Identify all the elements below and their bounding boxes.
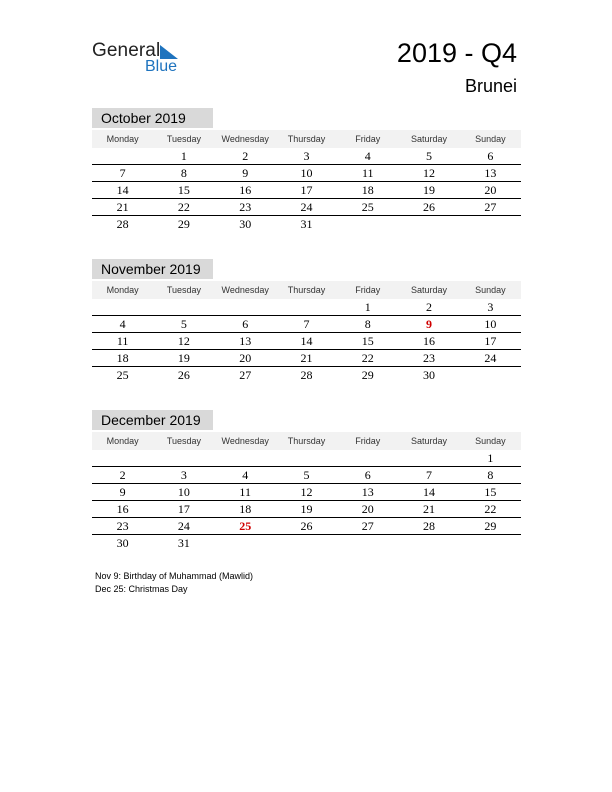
weekday-label: Friday xyxy=(355,285,381,295)
weekday-label: Sunday xyxy=(475,436,506,446)
day-cell: 7 xyxy=(119,166,126,180)
weekday-label: Monday xyxy=(106,436,139,446)
month-title: December 2019 xyxy=(92,410,213,430)
day-cell: 1 xyxy=(487,451,494,465)
day-cell: 17 xyxy=(300,183,313,197)
day-cell: 8 xyxy=(364,317,371,331)
day-cell: 20 xyxy=(361,502,374,516)
day-cell: 30 xyxy=(116,536,129,550)
day-cell: 6 xyxy=(242,317,249,331)
weekday-label: Sunday xyxy=(475,285,506,295)
day-cell xyxy=(215,450,276,466)
holiday-note: Dec 25: Christmas Day xyxy=(95,584,188,594)
day-cell: 7 xyxy=(426,468,433,482)
day-cell xyxy=(153,299,214,315)
week-row xyxy=(92,316,521,333)
day-cell: 27 xyxy=(361,519,374,533)
day-cell: 12 xyxy=(423,166,436,180)
weekday-label: Thursday xyxy=(287,285,326,295)
day-cell: 4 xyxy=(119,317,126,331)
month-december xyxy=(92,410,521,552)
day-cell: 30 xyxy=(239,217,252,231)
day-cell: 2 xyxy=(242,149,249,163)
day-cell: 10 xyxy=(484,317,497,331)
country-name: Brunei xyxy=(464,76,517,96)
day-cell: 12 xyxy=(177,334,190,348)
day-cell xyxy=(337,216,398,233)
day-cell: 11 xyxy=(116,334,129,348)
day-cell: 21 xyxy=(300,351,313,365)
holiday-notes xyxy=(95,570,253,596)
day-cell: 14 xyxy=(423,485,436,499)
day-cell xyxy=(276,535,337,552)
day-cell: 21 xyxy=(116,200,129,214)
weekday-label: Saturday xyxy=(411,285,448,295)
day-cell: 16 xyxy=(239,183,252,197)
weekday-label: Thursday xyxy=(287,436,326,446)
month-october xyxy=(92,108,521,233)
day-cell: 10 xyxy=(300,166,313,180)
weekday-label: Wednesday xyxy=(221,285,269,295)
week-row xyxy=(92,450,521,467)
weekday-header-row xyxy=(92,281,521,299)
day-cell: 10 xyxy=(177,485,190,499)
day-cell: 15 xyxy=(177,183,190,197)
day-cell: 5 xyxy=(303,468,310,482)
day-cell: 4 xyxy=(364,149,371,163)
day-cell: 24 xyxy=(484,351,497,365)
day-cell: 14 xyxy=(116,183,129,197)
day-cell: 26 xyxy=(300,519,313,533)
day-cell: 1 xyxy=(180,149,187,163)
day-cell: 12 xyxy=(300,485,313,499)
day-cell xyxy=(460,216,521,233)
week-row xyxy=(92,501,521,518)
weekday-label: Sunday xyxy=(475,134,506,144)
weekday-label: Saturday xyxy=(411,436,448,446)
day-cell: 28 xyxy=(300,368,313,382)
week-row xyxy=(92,333,521,350)
day-cell xyxy=(92,450,153,466)
day-cell xyxy=(92,299,153,315)
day-cell: 28 xyxy=(423,519,436,533)
week-row xyxy=(92,484,521,501)
day-cell: 9 xyxy=(242,166,249,180)
weekday-label: Friday xyxy=(355,436,381,446)
week-row xyxy=(92,199,521,216)
day-cell: 8 xyxy=(180,166,187,180)
day-cell: 30 xyxy=(423,368,436,382)
day-cell: 15 xyxy=(361,334,374,348)
day-cell: 24 xyxy=(177,519,190,533)
week-row xyxy=(92,148,521,165)
day-cell: 18 xyxy=(361,183,374,197)
day-cell: 26 xyxy=(423,200,436,214)
day-cell: 2 xyxy=(119,468,126,482)
day-cell: 27 xyxy=(239,368,252,382)
day-cell: 19 xyxy=(177,351,190,365)
day-cell xyxy=(215,535,276,552)
weekday-label: Monday xyxy=(106,134,139,144)
day-cell: 17 xyxy=(484,334,497,348)
week-row xyxy=(92,350,521,367)
weekday-label: Wednesday xyxy=(221,436,269,446)
day-cell: 20 xyxy=(239,351,252,365)
day-cell xyxy=(153,450,214,466)
weekday-header-row xyxy=(92,130,521,148)
day-cell: 2 xyxy=(426,300,433,314)
day-cell: 13 xyxy=(239,334,252,348)
week-row xyxy=(92,535,521,552)
day-cell: 28 xyxy=(116,217,129,231)
logo-triangle-icon xyxy=(160,45,178,59)
day-cell xyxy=(276,299,337,315)
day-cell: 18 xyxy=(116,351,129,365)
day-cell: 15 xyxy=(484,485,497,499)
day-cell: 6 xyxy=(364,468,371,482)
week-row xyxy=(92,299,521,316)
day-cell xyxy=(398,535,459,552)
generalblue-logo xyxy=(92,40,192,80)
day-cell xyxy=(337,450,398,466)
weekday-label: Saturday xyxy=(411,134,448,144)
week-row xyxy=(92,165,521,182)
day-cell xyxy=(460,535,521,552)
day-cell: 3 xyxy=(487,300,494,314)
day-cell: 18 xyxy=(239,502,252,516)
week-row xyxy=(92,467,521,484)
week-row xyxy=(92,182,521,199)
day-cell xyxy=(460,367,521,384)
month-november xyxy=(92,259,521,384)
holiday-day-cell: 9 xyxy=(426,317,433,331)
day-cell xyxy=(92,148,153,164)
day-cell: 7 xyxy=(303,317,310,331)
weekday-label: Tuesday xyxy=(166,436,202,446)
day-cell: 19 xyxy=(300,502,313,516)
logo-text-general: General xyxy=(92,40,161,61)
day-cell: 25 xyxy=(116,368,129,382)
holiday-day-cell: 25 xyxy=(239,519,252,533)
holiday-note: Nov 9: Birthday of Muhammad (Mawlid) xyxy=(95,571,254,581)
day-cell: 6 xyxy=(487,149,494,163)
day-cell: 29 xyxy=(484,519,497,533)
day-cell: 8 xyxy=(487,468,494,482)
day-cell: 26 xyxy=(177,368,190,382)
month-title: November 2019 xyxy=(92,259,213,279)
day-cell: 3 xyxy=(180,468,187,482)
day-cell: 1 xyxy=(364,300,371,314)
day-cell: 4 xyxy=(242,468,249,482)
weekday-label: Tuesday xyxy=(166,285,202,295)
day-cell xyxy=(398,450,459,466)
day-cell xyxy=(337,535,398,552)
day-cell xyxy=(276,450,337,466)
day-cell: 5 xyxy=(180,317,187,331)
weekday-header-row xyxy=(92,432,521,450)
day-cell: 3 xyxy=(303,149,310,163)
logo-text-blue: Blue xyxy=(145,58,178,75)
day-cell: 5 xyxy=(426,149,433,163)
day-cell: 21 xyxy=(423,502,436,516)
weekday-label: Friday xyxy=(355,134,381,144)
day-cell: 19 xyxy=(423,183,436,197)
day-cell: 27 xyxy=(484,200,497,214)
weekday-label: Tuesday xyxy=(166,134,202,144)
day-cell xyxy=(215,299,276,315)
day-cell: 31 xyxy=(300,217,313,231)
weekday-label: Monday xyxy=(106,285,139,295)
day-cell: 16 xyxy=(423,334,436,348)
week-row xyxy=(92,367,521,384)
day-cell: 16 xyxy=(116,502,129,516)
day-cell: 13 xyxy=(484,166,497,180)
day-cell: 29 xyxy=(177,217,190,231)
week-row xyxy=(92,518,521,535)
day-cell: 23 xyxy=(239,200,252,214)
day-cell: 31 xyxy=(177,536,190,550)
day-cell: 17 xyxy=(177,502,190,516)
week-row xyxy=(92,216,521,233)
day-cell xyxy=(398,216,459,233)
day-cell: 9 xyxy=(119,485,126,499)
day-cell: 22 xyxy=(177,200,190,214)
day-cell: 22 xyxy=(361,351,374,365)
day-cell: 29 xyxy=(361,368,374,382)
weekday-label: Thursday xyxy=(287,134,326,144)
day-cell: 11 xyxy=(239,485,251,499)
day-cell: 24 xyxy=(300,200,313,214)
day-cell: 25 xyxy=(361,200,374,214)
day-cell: 14 xyxy=(300,334,313,348)
day-cell: 22 xyxy=(484,502,497,516)
weekday-label: Wednesday xyxy=(221,134,269,144)
day-cell: 23 xyxy=(116,519,129,533)
day-cell: 11 xyxy=(361,166,374,180)
day-cell: 20 xyxy=(484,183,497,197)
month-title: October 2019 xyxy=(92,108,213,128)
day-cell: 13 xyxy=(361,485,374,499)
page-title: 2019 - Q4 xyxy=(396,38,517,68)
day-cell: 23 xyxy=(423,351,436,365)
